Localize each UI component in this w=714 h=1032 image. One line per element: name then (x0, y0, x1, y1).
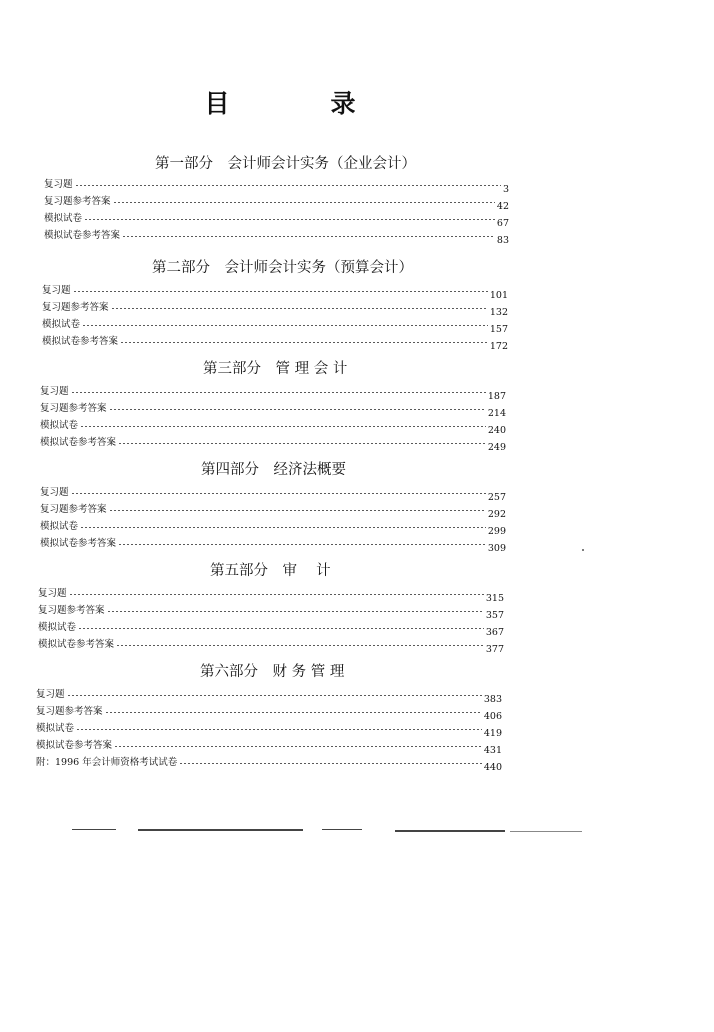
entry-label: 复习题参考答案 (40, 403, 107, 414)
entry-label: 模拟试卷 (42, 319, 81, 330)
dot-leader (109, 409, 486, 410)
entry-page: 132 (489, 307, 508, 318)
toc-entry[interactable] (36, 718, 502, 739)
toc-entry[interactable] (40, 533, 506, 554)
entry-page: 42 (496, 201, 509, 212)
entry-label: 模拟试卷 (36, 723, 75, 734)
toc-entry[interactable] (44, 191, 509, 212)
section-title: 第六部分 财 务 管 理 (200, 664, 345, 680)
entry-label: 复习题 (38, 588, 67, 599)
entry-label: 复习题 (40, 386, 69, 397)
scan-rule (510, 831, 582, 832)
section-title: 第三部分 管 理 会 计 (203, 361, 348, 377)
entry-label: 模拟试卷 (40, 420, 79, 431)
toc-entry[interactable] (40, 499, 506, 520)
toc-entry[interactable] (42, 331, 508, 352)
entry-page: 431 (483, 745, 502, 756)
dot-leader (80, 527, 486, 528)
entry-page: 187 (487, 391, 506, 402)
toc-entry[interactable] (44, 174, 509, 195)
entry-label: 模拟试卷参考答案 (36, 740, 113, 751)
dot-leader (120, 342, 488, 343)
dot-leader (109, 510, 486, 511)
toc-entry[interactable] (38, 634, 504, 655)
entry-label: 模拟试卷 (44, 213, 83, 224)
entry-page: 377 (485, 644, 504, 655)
entry-label: 模拟试卷参考答案 (42, 336, 119, 347)
toc-entry[interactable] (40, 432, 506, 453)
entry-label: 复习题参考答案 (42, 302, 109, 313)
section-title: 第一部分 会计师会计实务（企业会计） (155, 156, 416, 172)
dot-leader (75, 185, 501, 186)
entry-page: 172 (489, 341, 508, 352)
entry-page: 101 (489, 290, 508, 301)
toc-entry[interactable] (42, 297, 508, 318)
dot-leader (67, 695, 482, 696)
entry-label: 复习题参考答案 (40, 504, 107, 515)
dot-leader (116, 645, 484, 646)
dot-leader (71, 392, 486, 393)
scan-speck (582, 549, 584, 551)
dot-leader (71, 493, 486, 494)
entry-label: 模拟试卷参考答案 (40, 437, 117, 448)
entry-page: 406 (483, 711, 502, 722)
entry-page: 3 (502, 184, 509, 195)
entry-page: 157 (489, 324, 508, 335)
entry-page: 367 (485, 627, 504, 638)
entry-page: 419 (483, 728, 502, 739)
toc-entry[interactable] (36, 701, 502, 722)
toc-entry[interactable] (44, 225, 509, 246)
entry-page: 309 (487, 543, 506, 554)
dot-leader (122, 236, 495, 237)
dot-leader (118, 544, 486, 545)
entry-label: 模拟试卷参考答案 (40, 538, 117, 549)
scan-rule (322, 829, 362, 830)
scan-rule (395, 830, 505, 832)
dot-leader (111, 308, 488, 309)
toc-entry[interactable] (40, 381, 506, 402)
dot-leader (73, 291, 488, 292)
entry-page: 383 (483, 694, 502, 705)
page-title: 目 录 (204, 89, 394, 118)
section-title: 第二部分 会计师会计实务（预算会计） (152, 260, 413, 276)
entry-page: 299 (487, 526, 506, 537)
dot-leader (69, 594, 484, 595)
entry-label: 复习题 (44, 179, 73, 190)
toc-entry[interactable] (40, 482, 506, 503)
toc-entry[interactable] (38, 617, 504, 638)
entry-label: 模拟试卷参考答案 (44, 230, 121, 241)
entry-page: 249 (487, 442, 506, 453)
entry-label: 复习题 (40, 487, 69, 498)
entry-page: 357 (485, 610, 504, 621)
toc-entry[interactable] (40, 415, 506, 436)
dot-leader (78, 628, 484, 629)
entry-page: 240 (487, 425, 506, 436)
section-title: 第四部分 经济法概要 (201, 462, 346, 478)
toc-entry[interactable] (40, 398, 506, 419)
toc-entry[interactable] (44, 208, 509, 229)
section-title: 第五部分 审 计 (210, 563, 331, 579)
entry-label: 附：1996 年会计师资格考试试卷 (36, 757, 178, 768)
entry-label: 模拟试卷 (38, 622, 77, 633)
toc-entry[interactable] (42, 314, 508, 335)
toc-entry[interactable] (40, 516, 506, 537)
toc-entry[interactable] (42, 280, 508, 301)
toc-entry[interactable] (38, 600, 504, 621)
entry-page: 67 (496, 218, 509, 229)
entry-label: 复习题参考答案 (38, 605, 105, 616)
entry-page: 214 (487, 408, 506, 419)
dot-leader (82, 325, 488, 326)
dot-leader (113, 202, 495, 203)
dot-leader (107, 611, 484, 612)
toc-entry[interactable] (36, 684, 502, 705)
entry-label: 复习题 (36, 689, 65, 700)
scan-rule (138, 829, 303, 831)
toc-entry[interactable] (38, 583, 504, 604)
dot-leader (118, 443, 486, 444)
scan-rule (72, 829, 116, 830)
dot-leader (179, 763, 482, 764)
toc-entry[interactable] (36, 735, 502, 756)
dot-leader (105, 712, 482, 713)
dot-leader (76, 729, 482, 730)
entry-label: 模拟试卷 (40, 521, 79, 532)
entry-label: 复习题参考答案 (44, 196, 111, 207)
dot-leader (84, 219, 495, 220)
entry-page: 292 (487, 509, 506, 520)
entry-label: 复习题参考答案 (36, 706, 103, 717)
dot-leader (80, 426, 486, 427)
entry-label: 模拟试卷参考答案 (38, 639, 115, 650)
toc-entry-appendix[interactable] (36, 752, 502, 773)
entry-page: 257 (487, 492, 506, 503)
entry-page: 83 (496, 235, 509, 246)
dot-leader (114, 746, 482, 747)
entry-page: 440 (483, 762, 502, 773)
entry-label: 复习题 (42, 285, 71, 296)
entry-page: 315 (485, 593, 504, 604)
